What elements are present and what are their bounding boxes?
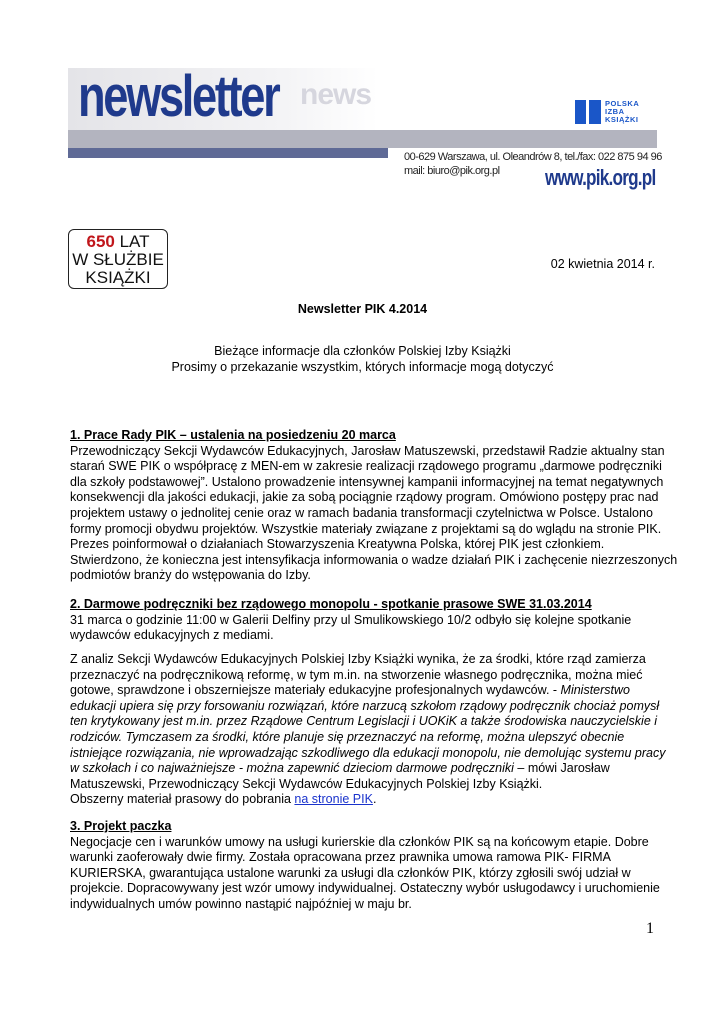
paragraph-line: projekcie. Dopracowywany jest wzór umowy indywidualnej. Ostateczny wybór usługodawcy i uruchomienie — [70, 881, 660, 896]
logo-text: POLSKA — [605, 99, 640, 108]
paragraph-line: projektem ustawy o jednolitej cenie oraz w ramach badania transformacji czytelnictwa w Polsce. Ustalono — [70, 506, 653, 520]
text: gotowe, sprawdzone i obszerniejsze materiały edukacyjne profesjonalnych wydawców. - — [70, 683, 561, 698]
intro-line: Bieżące informacje dla członków Polskiej Izby Książki — [214, 344, 511, 358]
address: 00-629 Warszawa, ul. Oleandrów 8, tel./fax: 022 875 94 96 — [404, 151, 662, 163]
badge-text: W SŁUŻBIE — [72, 250, 164, 269]
website: www.pik.org.pl — [545, 165, 656, 190]
text: Obszerny materiał prasowy do pobrania — [70, 792, 295, 807]
italic-quote: w szkołach i co najważniejsze - można zapewnić dzieciom darmowe podręczniki — [70, 761, 514, 776]
paragraph-line: konsekwencji dla jakości edukacji, jakie za sobą pociągnie rządowy program. Omówiono postępy prac nad — [70, 490, 659, 505]
logo-text: IZBA — [605, 107, 625, 116]
section-heading: 3. Projekt paczka — [70, 819, 172, 833]
paragraph-line — [70, 668, 642, 683]
paragraph-line — [70, 730, 624, 745]
text: Z analiz Sekcji Wydawców Edukacyjnych Polskiej Izby Książki wynika, że za środki, które rząd zamierza — [70, 652, 646, 666]
paragraph-line: warunki zaoferowały dwie firmy. Została opracowana przez prawnika umowa ramowa PIK- FIRMA — [70, 850, 611, 865]
pik-logo-icon — [575, 100, 601, 124]
paragraph-line — [70, 683, 630, 698]
paragraph-line — [70, 652, 646, 667]
italic-quote: istniejące rozwiązania, nie wprowadzając szkodliwego dla edukacji monopolu, nie demolując systemu pracy — [70, 745, 666, 760]
header-gray-bar — [68, 130, 657, 148]
paragraph-line — [70, 746, 665, 761]
section-heading: 1. Prace Rady PIK – ustalenia na posiedzeniu 20 marca — [70, 428, 396, 442]
paragraph-line: dla szkoły podstawowej”. Ustalono prowadzenie intensywnej kampanii informacyjnej na temat negatywnych — [70, 474, 664, 489]
paragraph-line — [70, 714, 657, 729]
badge-text: KSIĄŻKI — [85, 268, 151, 287]
header-blue-bar — [68, 148, 388, 158]
italic-quote: rodziców. Tymczasem za środki, które planuje się przeznaczyć na reformę, można ulepszyć obecnie — [70, 730, 625, 744]
pik-site-link[interactable]: na stronie PIK — [294, 792, 373, 807]
paragraph-line: formy promocji obydwu projektów. Wszystkie materiały związane z projektami są do wglądu na stronie PIK. — [70, 521, 662, 536]
newsletter-logo: newsletter — [78, 64, 279, 129]
logo-text: KSIĄŻKI — [605, 115, 639, 124]
paragraph-line: Przewodniczący Sekcji Wydawców Edukacyjnych, Jarosław Matuszewski, przedstawił Radzie aktualny stan — [70, 443, 665, 458]
paragraph-line — [70, 777, 542, 792]
italic-quote: Ministerstwo — [560, 683, 630, 698]
paragraph-line — [70, 699, 659, 714]
date: 02 kwietnia 2014 r. — [550, 257, 655, 271]
paragraph-line: Prezes poinformował o działaniach Stowarzyszenia Kreatywna Polska, której PIK jest członkiem. — [70, 537, 605, 552]
header-watermark: news — [300, 78, 372, 111]
text: przeznaczyć na podręcznikową reformę, w tym m.in. na stworzenie własnego podręcznika, można mieć — [70, 667, 643, 682]
badge-text: LAT — [114, 232, 150, 251]
paragraph-line: Stwierdzono, że konieczna jest intensyfikacja informowania o wadze działań PIK i zachęcenie niezrzeszonych — [70, 552, 678, 567]
text: – mówi Jarosław — [513, 761, 610, 776]
page-number: 1 — [646, 920, 654, 937]
paragraph-line: indywidualnych umów powinno nastąpić najpóźniej w maju br. — [70, 897, 412, 911]
paragraph-line: Negocjacje cen i warunków umowy na usługi kurierskie dla członków PIK są na końcowym etapie. Dobre — [70, 834, 649, 849]
badge-number: 650 — [86, 232, 115, 251]
paragraph-line: 31 marca o godzinie 11:00 w Galerii Delfiny przy ul Smulikowskiego 10/2 odbyło się kolejne spotkanie — [70, 612, 632, 627]
paragraph-line: wydawców edukacyjnych z mediami. — [70, 628, 274, 643]
650-lat-badge — [68, 229, 168, 289]
italic-quote: edukacji upiera się przy forsowaniu rozwiązań, które narzucą szkołom rządowy podręcznik chociaż pomysł — [70, 698, 660, 713]
paragraph-line: starań SWE PIK o współpracę z MEN-em w zakresie realizacji rządowego programu „darmowe podręczniki — [70, 459, 662, 474]
pik-logo — [575, 100, 639, 124]
email: mail: biuro@pik.org.pl — [404, 165, 500, 177]
paragraph-line — [70, 761, 610, 776]
doc-title: Newsletter PIK 4.2014 — [297, 302, 428, 316]
section-heading: 2. Darmowe podręczniki bez rządowego monopolu - spotkanie prasowe SWE 31.03.2014 — [70, 597, 592, 611]
text: . — [372, 792, 377, 807]
text: Matuszewski, Przewodniczący Sekcji Wydawców Edukacyjnych Polskiej Izby Książki. — [70, 776, 543, 791]
intro-line: Prosimy o przekazanie wszystkim, których informacje mogą dotyczyć — [171, 360, 554, 374]
paragraph-line: KURIERSKA, gwarantująca ustalone warunki za usługi dla członków PIK, którzy zgłosili swój udział w — [70, 865, 631, 880]
paragraph-line: podmiotów branży do wstępowania do Izby. — [70, 568, 311, 583]
italic-quote: ten krytykowany jest m.in. przez Rządowe Centrum Legislacji i UOKiK a także środowiska nauczycielskie i — [70, 714, 658, 729]
download-line — [70, 792, 376, 807]
